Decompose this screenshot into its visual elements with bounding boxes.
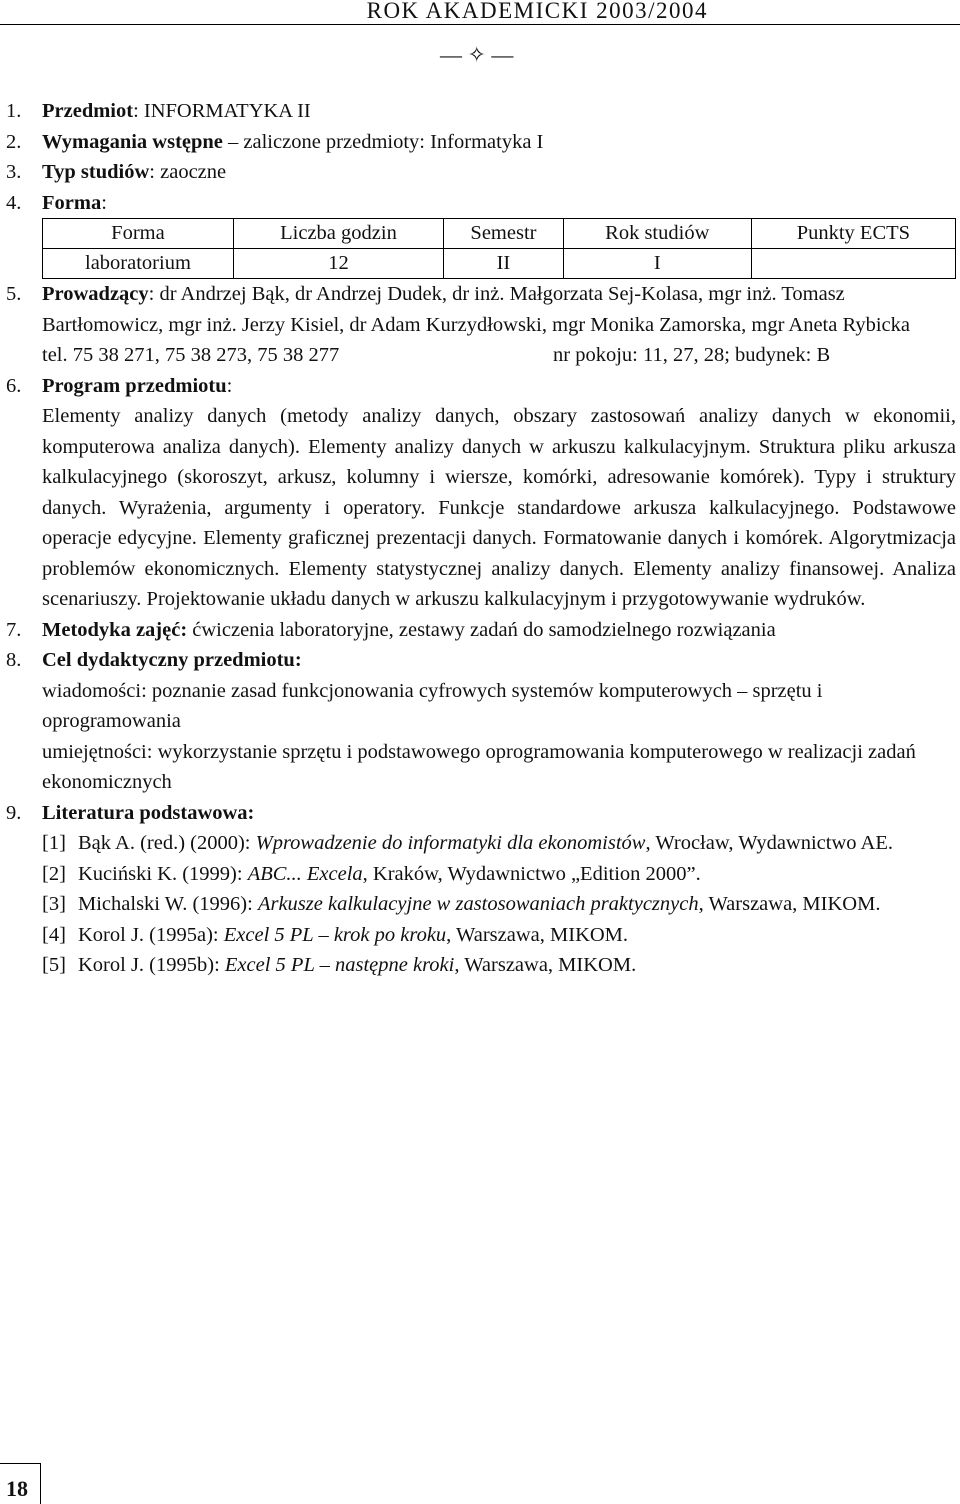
item-label: Metodyka zajęć: (42, 618, 188, 641)
ornament-divider: — ✧ — (440, 42, 514, 67)
literature-title: Arkusze kalkulacyjne w zastosowaniach praktycznych (257, 893, 699, 915)
item-label: Cel dydaktyczny przedmiotu: (42, 649, 302, 671)
literature-author: Korol J. (1995a): (78, 923, 224, 946)
item-label: Forma (42, 191, 102, 214)
table-cell: I (563, 249, 751, 279)
forma-table (42, 218, 956, 279)
literature-list (42, 828, 956, 981)
header-title: ROK AKADEMICKI 2003/2004 (366, 0, 708, 23)
item-label: Przedmiot (42, 100, 134, 122)
literature-title: Excel 5 PL – krok po kroku (223, 923, 447, 946)
item-text: : dr Andrzej Bąk, dr Andrzej Dudek, dr inż. Małgorzata Sej-Kolasa, mgr inż. Tomasz Bartłomowicz, mgr inż. Jerzy Kisiel, dr Adam Kurzydłowski, mgr Monika Zamorska, mgr Aneta Rybicka (42, 283, 910, 336)
table-header-cell: Punkty ECTS (751, 219, 955, 249)
literature-title: Excel 5 PL – następne kroki (224, 954, 455, 976)
literature-publisher: , Kraków, Wydawnictwo „Edition 2000”. (362, 862, 701, 885)
item-number: 8. (6, 649, 22, 671)
item-number: 9. (6, 801, 22, 824)
item-6: 6. Program przedmiotu: Elementy analizy danych (metody analizy danych, obszary zastosowań analizy danych w ekonomii, komputerowa analiza danych). Elementy analizy danych w arkuszu kalkulacyjnym. Struktura pliku arkusza kalkulacyjnego (skoroszyt, arkusz, kolumny i wiersze, komórki, adresowanie komórek). Typy i struktury danych. Wyrażenia, argumenty i operatory. Funkcje standardowe arkusza kalkulacyjnego. Podstawowe operacje edycyjne. Elementy graficznej prezentacji danych. Formatowanie danych i komórek. Algorytmizacja problemów ekonomicznych. Elementy statystycznej analizy danych. Elementy analizy finansowej. Analiza scenariuszy. Projektowanie układu danych w arkuszu kalkulacyjnym i przygotowywanie wydruków. (6, 371, 956, 615)
item-text: ćwiczenia laboratoryjne, zestawy zadań do samodzielnego rozwiązania (187, 618, 776, 641)
item-1 (6, 96, 956, 127)
literature-publisher: , Wrocław, Wydawnictwo AE. (645, 832, 893, 854)
literature-entry (42, 889, 956, 920)
literature-entry (42, 828, 956, 859)
item-text: : INFORMATYKA II (133, 100, 311, 122)
goal-knowledge: wiadomości: poznanie zasad funkcjonowania cyfrowych systemów komputerowych – sprzętu i oprogramowania (42, 679, 823, 732)
item-number: 2. (6, 130, 22, 153)
item-label: Program przedmiotu (42, 374, 227, 397)
literature-number: [4] (42, 923, 66, 946)
table-header-row (43, 219, 956, 249)
item-7 (6, 615, 956, 646)
page-number: 18 (6, 1476, 28, 1501)
literature-author: Kuciński K. (1999): (78, 862, 248, 885)
item-9 (6, 798, 956, 981)
table-header-cell: Forma (43, 219, 234, 249)
running-header (0, 0, 960, 25)
table-cell: 12 (233, 249, 443, 279)
item-label: Wymagania wstępne (42, 130, 223, 153)
goal-skills: umiejętności: wykorzystanie sprzętu i podstawowego oprogramowania komputerowego w realizacji zadań ekonomicznych (42, 740, 916, 793)
table-cell: laboratorium (43, 249, 234, 279)
literature-author: Michalski W. (1996): (78, 893, 258, 915)
table-header-cell: Liczba godzin (233, 219, 443, 249)
item-label: Literatura podstawowa: (42, 801, 255, 824)
literature-publisher: , Warszawa, MIKOM. (698, 893, 881, 915)
item-number: 4. (6, 191, 22, 214)
literature-author: Bąk A. (red.) (2000): (78, 832, 256, 854)
table-header-cell: Rok studiów (563, 219, 751, 249)
literature-title: ABC... Excela (247, 862, 363, 885)
table-row (43, 249, 956, 279)
item-text: : (101, 191, 107, 214)
literature-number: [1] (42, 832, 66, 854)
literature-number: [3] (42, 893, 66, 915)
item-number: 5. (6, 283, 22, 305)
literature-publisher: , Warszawa, MIKOM. (454, 954, 637, 976)
item-label: Typ studiów (42, 161, 150, 183)
document-body (6, 96, 956, 981)
item-2 (6, 127, 956, 158)
item-text: : zaoczne (149, 161, 227, 183)
contact-line (42, 340, 956, 371)
table-cell (751, 249, 955, 279)
table-header-cell: Semestr (444, 219, 564, 249)
item-5 (6, 279, 956, 371)
literature-number: [2] (42, 862, 66, 885)
item-text: – zaliczone przedmioty: Informatyka I (222, 130, 544, 153)
literature-author: Korol J. (1995b): (78, 954, 225, 976)
item-number: 7. (6, 618, 22, 641)
program-text: Elementy analizy danych (metody analizy danych, obszary zastosowań analizy danych w ekonomii, komputerowa analiza danych). Elementy analizy danych w arkuszu kalkulacyjnym. Struktura pliku arkusza kalkulacyjnego (skoroszyt, arkusz, kolumny i wiersze, komórki, adresowanie komórek). Typy i struktury danych. Wyrażenia, argumenty i operatory. Funkcje standardowe arkusza kalkulacyjnego. Podstawowe operacje edycyjne. Elementy graficznej prezentacji danych. Formatowanie danych i komórek. Algorytmizacja problemów ekonomicznych. Elementy statystycznej analizy danych. Elementy analizy finansowej. Analiza scenariuszy. Projektowanie układu danych w arkuszu kalkulacyjnym i przygotowywanie wydruków. (42, 405, 956, 610)
literature-entry (42, 859, 956, 890)
literature-publisher: , Warszawa, MIKOM. (446, 923, 629, 946)
item-number: 6. (6, 374, 22, 397)
table-cell: II (444, 249, 564, 279)
item-number: 3. (6, 161, 22, 183)
phone-numbers: tel. 75 38 271, 75 38 273, 75 38 277 (42, 344, 340, 366)
literature-entry (42, 920, 956, 951)
literature-entry (42, 950, 956, 981)
item-4 (6, 188, 956, 280)
item-3 (6, 157, 956, 188)
item-label: Prowadzący (42, 283, 149, 305)
room-info: nr pokoju: 11, 27, 28; budynek: B (553, 344, 831, 366)
item-8 (6, 645, 956, 798)
item-number: 1. (6, 100, 22, 122)
literature-number: [5] (42, 954, 66, 976)
literature-title: Wprowadzenie do informatyki dla ekonomistów (255, 832, 646, 854)
